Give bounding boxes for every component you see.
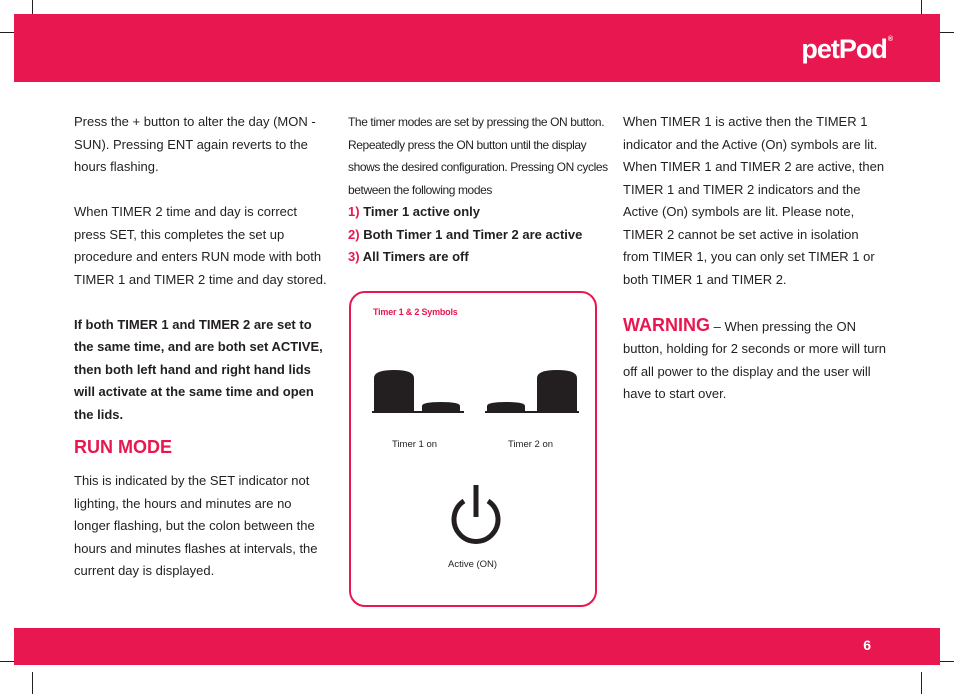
column-middle — [348, 111, 610, 269]
footer-band — [14, 628, 940, 665]
column-left — [74, 111, 330, 583]
active-caption: Active (ON) — [448, 559, 498, 570]
crop-mark — [32, 672, 33, 694]
symbols-box-title: Timer 1 & 2 Symbols — [373, 307, 458, 317]
column-right — [623, 111, 888, 406]
crop-mark — [921, 672, 922, 694]
power-icon — [446, 481, 506, 545]
warning-heading: WARNING — [623, 314, 710, 335]
timer-symbols-box — [349, 291, 597, 607]
paragraph-timer2-set: When TIMER 2 time and day is correct press SET, this completes the set up procedure and enters RUN mode with both TIMER 1 and TIMER 2 time and day stored. — [74, 204, 327, 287]
paragraph-day-setting: Press the + button to alter the day (MON - SUN). Pressing ENT again reverts to the hours flashing. — [74, 114, 316, 174]
mode-list-item: 2) Both Timer 1 and Timer 2 are active — [348, 226, 583, 242]
paragraph-both-timers-note: If both TIMER 1 and TIMER 2 are set to the same time, and are both set ACTIVE, then both left hand and right hand lids will activate at the same time and open the lids. — [74, 316, 323, 422]
logo-registered-mark: ® — [887, 36, 893, 43]
paragraph-run-mode: This is indicated by the SET indicator not lighting, the hours and minutes are no longer flashing, but the colon between the hours and minutes flashes at intervals, the current day is displayed. — [74, 473, 318, 578]
paragraph-active-timers: When TIMER 1 is active then the TIMER 1 indicator and the Active (On) symbols are lit. When TIMER 1 and TIMER 2 are active, then TIMER 1 and TIMER 2 indicators and the Active (On) symbols are lit. Please note, TIMER 2 cannot be set active in isolation from TIMER 1, you can only set TIMER 1 or both TIMER 1 and TIMER 2. — [623, 114, 885, 287]
logo-text: petPod — [801, 34, 887, 64]
timer1-caption: Timer 1 on — [392, 439, 438, 450]
timer2-symbol-icon — [485, 366, 585, 416]
warning-paragraph — [623, 314, 888, 406]
paragraph-timer-modes: The timer modes are set by pressing the ON button. Repeatedly press the ON button until the display shows the desired configuration. Pressing ON cycles between the following modes — [348, 115, 608, 197]
page-number: 6 — [863, 637, 871, 653]
mode-list-item: 1) Timer 1 active only — [348, 204, 481, 219]
mode-list-item: 3) All Timers are off — [348, 249, 469, 264]
run-mode-heading: RUN MODE — [74, 437, 172, 457]
warning-text: – When pressing the ON button, holding for 2 seconds or more will turn off all power to the display and the user will have to start over. — [623, 318, 887, 401]
timer1-symbol-icon — [370, 366, 470, 416]
timer2-caption: Timer 2 on — [508, 439, 554, 450]
brand-logo — [801, 34, 892, 65]
